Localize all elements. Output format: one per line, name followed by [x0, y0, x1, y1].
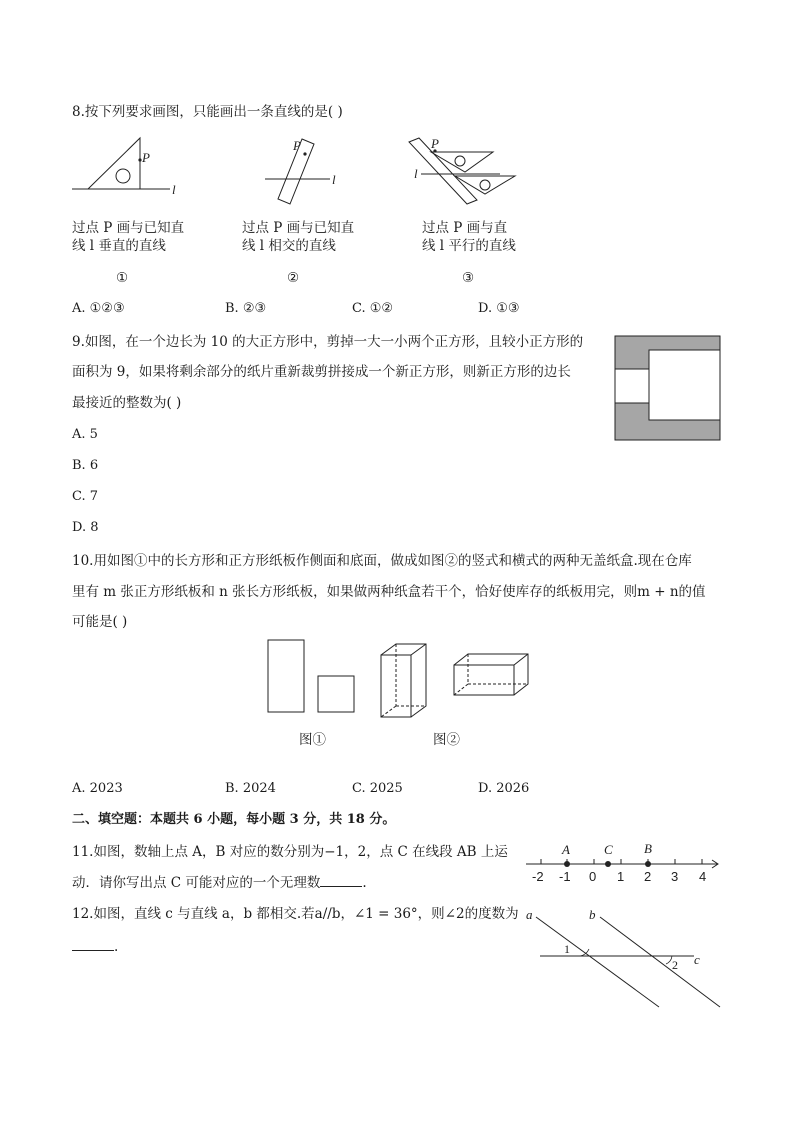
- q9-option-b[interactable]: B. 6: [72, 458, 99, 473]
- q12-line2-end: .: [114, 939, 119, 955]
- q10-line3: 可能是( ): [72, 614, 128, 630]
- q8-figure-1: [70, 134, 185, 196]
- line-c-label: c: [694, 952, 700, 967]
- fig3-caption-line1: 过点 P 画与直: [422, 220, 508, 236]
- point-b-label: B: [644, 841, 652, 856]
- q10-fig1-label: 图①: [299, 732, 326, 748]
- q12-line2: [72, 936, 118, 957]
- label-P: P: [293, 138, 301, 153]
- q8-stem: 8.按下列要求画图，只能画出一条直线的是( ): [72, 104, 343, 120]
- q8-option-b[interactable]: B. ②③: [225, 301, 267, 316]
- q10-line2: 里有 m 张正方形纸板和 n 张长方形纸板，如果做两种纸盒若干个，恰好使库存的纸板用完，则m + n的值: [72, 584, 706, 600]
- q8-option-d[interactable]: D. ①③: [478, 301, 520, 316]
- q11-answer-blank[interactable]: [320, 872, 362, 887]
- q9-option-d[interactable]: D. 8: [72, 520, 99, 535]
- fig1-number: ①: [116, 270, 129, 286]
- tick-label: 3: [671, 869, 679, 884]
- q10-figures: [262, 636, 537, 726]
- tick-label: -2: [532, 869, 544, 884]
- label-P: P: [431, 136, 439, 151]
- fig2-caption-line1: 过点 P 画与已知直: [242, 220, 355, 236]
- label-l: l: [172, 182, 176, 196]
- tick-label: 2: [644, 869, 652, 884]
- q10-line1: 10.用如图①中的长方形和正方形纸板作侧面和底面，做成如图②的竖式和横式的两种无盖纸盒.现在仓库: [72, 553, 692, 569]
- q8-option-a[interactable]: A. ①②③: [72, 301, 125, 316]
- angle-2-label: 2: [672, 958, 678, 972]
- q11-line2: [72, 872, 367, 893]
- q10-option-b[interactable]: B. 2024: [225, 781, 276, 796]
- q12-parallel-lines-figure: [522, 905, 722, 1010]
- q9-option-c[interactable]: C. 7: [72, 489, 99, 504]
- point-c-label: C: [604, 842, 613, 857]
- q8-figure-2: [262, 134, 352, 209]
- fig3-caption-line2: 线 l 平行的直线: [422, 238, 516, 254]
- q9-line3: 最接近的整数为( ): [72, 395, 182, 411]
- angle-1-label: 1: [564, 942, 570, 956]
- fig1-caption-line2: 线 l 垂直的直线: [72, 238, 166, 254]
- fig2-number: ②: [287, 270, 300, 286]
- section-heading: 二、填空题：本题共 6 小题，每小题 3 分，共 18 分。: [72, 812, 396, 827]
- q11-line1: 11.如图，数轴上点 A，B 对应的数分别为−1，2，点 C 在线段 AB 上运: [72, 844, 508, 860]
- fig1-caption-line1: 过点 P 画与已知直: [72, 220, 185, 236]
- q10-option-a[interactable]: A. 2023: [72, 781, 123, 796]
- fig3-number: ③: [462, 270, 475, 286]
- q9-option-a[interactable]: A. 5: [72, 427, 98, 442]
- point-a-label: A: [562, 842, 570, 857]
- q11-line2-end: .: [362, 875, 367, 891]
- q10-option-c[interactable]: C. 2025: [352, 781, 403, 796]
- q12-line1: 12.如图，直线 c 与直线 a，b 都相交.若a//b，∠1 = 36°，则∠2的度数为: [72, 906, 519, 922]
- q8-figure-3: [405, 134, 525, 209]
- q10-option-d[interactable]: D. 2026: [478, 781, 530, 796]
- q12-answer-blank[interactable]: [72, 936, 114, 951]
- q11-number-line: [522, 838, 722, 886]
- q11-line2-text: 动．请你写出点 C 可能对应的一个无理数: [72, 875, 321, 891]
- fig2-caption-line2: 线 l 相交的直线: [242, 238, 336, 254]
- tick-label: 1: [617, 869, 625, 884]
- q8-option-c[interactable]: C. ①②: [352, 301, 394, 316]
- label-P: P: [142, 150, 150, 165]
- tick-label: 4: [699, 869, 707, 884]
- q9-line2: 面积为 9，如果将剩余部分的纸片重新裁剪拼接成一个新正方形，则新正方形的边长: [72, 364, 571, 380]
- tick-label: -1: [559, 869, 571, 884]
- q9-line1: 9.如图，在一个边长为 10 的大正方形中，剪掉一大一小两个正方形，且较小正方形的: [72, 334, 584, 350]
- tick-label: 0: [589, 869, 597, 884]
- line-b-label: b: [589, 907, 596, 922]
- q10-fig2-label: 图②: [433, 732, 460, 748]
- line-a-label: a: [526, 907, 533, 922]
- label-l: l: [414, 166, 418, 181]
- label-l: l: [332, 172, 336, 187]
- q9-square-figure: [614, 335, 722, 441]
